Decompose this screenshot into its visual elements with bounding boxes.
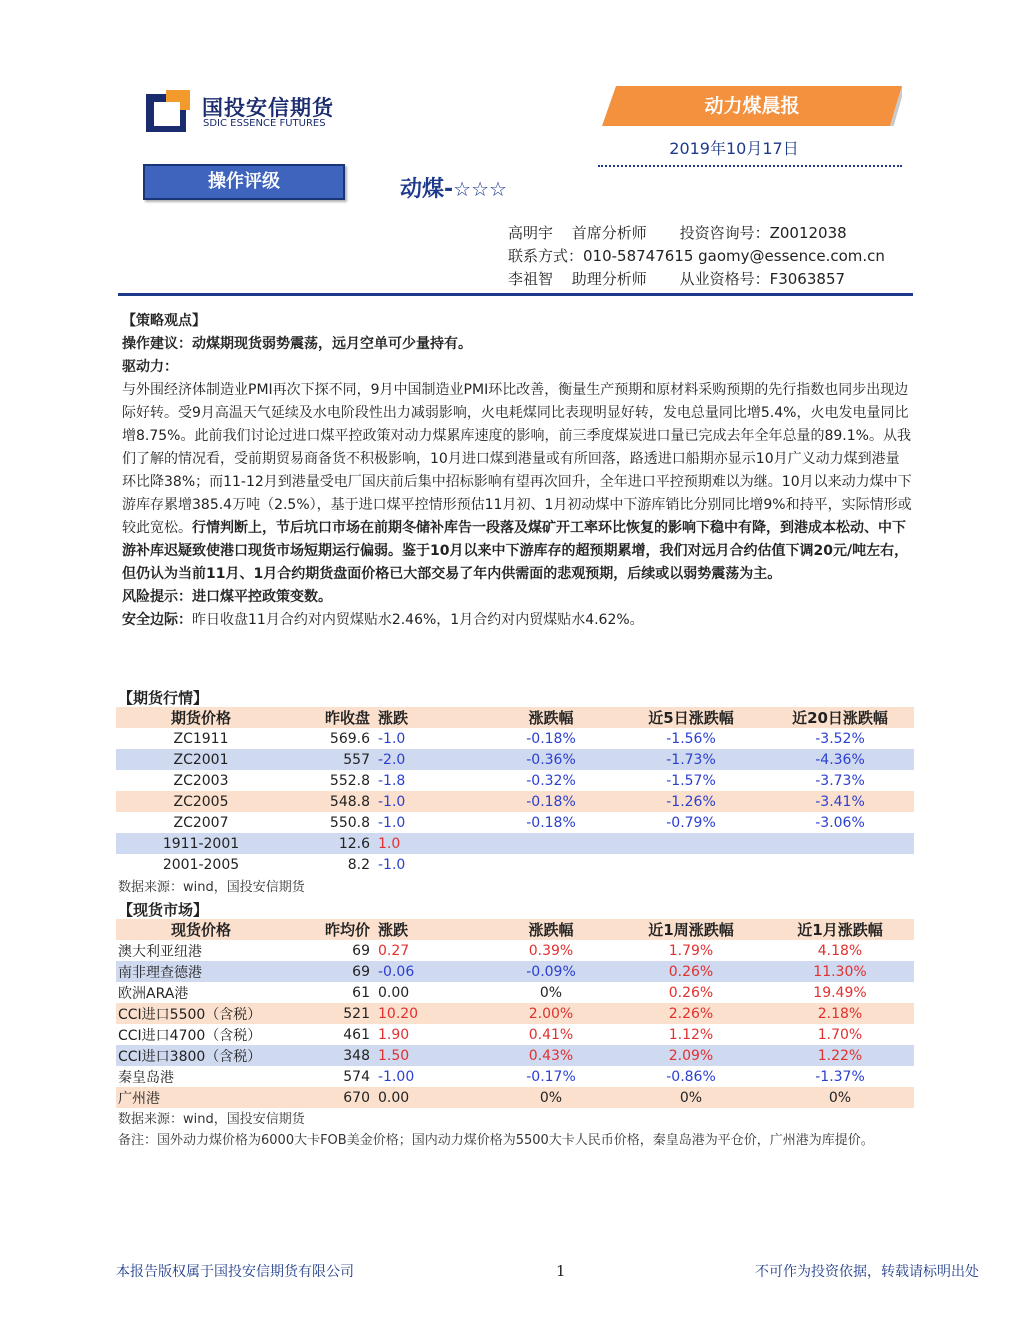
table-cell: 2.00% bbox=[486, 1003, 616, 1024]
strategy-section bbox=[122, 310, 912, 632]
report-banner bbox=[602, 86, 902, 126]
table-cell: -0.18% bbox=[526, 730, 576, 747]
strategy-heading: 【策略观点】 bbox=[122, 313, 206, 329]
table-cell: 0.39% bbox=[528, 942, 574, 959]
table-cell: 0.41% bbox=[528, 1026, 574, 1043]
table-cell: -1.00 bbox=[378, 1068, 415, 1085]
table-cell: CCI进口3800（含税） bbox=[116, 1045, 286, 1066]
table-cell bbox=[766, 854, 914, 875]
table-cell: -1.56% bbox=[666, 730, 716, 747]
table-cell: 1.90 bbox=[378, 1026, 410, 1043]
commodity-name: 动煤- bbox=[400, 177, 454, 202]
analyst-contact: 联系方式：010-58747615 gaomy@essence.com.cn bbox=[508, 247, 885, 265]
col-header: 近1周涨跌幅 bbox=[616, 919, 766, 940]
spot-note: 备注：国外动力煤价格为6000大卡FOB美金价格；国内动力煤价格为5500大卡人民币价格，秦皇岛港为平仓价，广州港为库提价。 bbox=[118, 1133, 874, 1148]
table-cell: 0.26% bbox=[616, 961, 766, 982]
analyst-license: 从业资格号：F3063857 bbox=[679, 270, 846, 288]
table-cell: -0.32% bbox=[526, 772, 576, 789]
table-cell: 0.00 bbox=[378, 984, 410, 1001]
futures-header-row bbox=[116, 707, 914, 728]
advice-label: 操作建议： bbox=[122, 336, 192, 352]
table-cell: 552.8 bbox=[329, 772, 370, 789]
table-cell: 2.18% bbox=[766, 1003, 914, 1024]
table-cell: -1.0 bbox=[378, 856, 406, 873]
table-cell: 1.79% bbox=[668, 942, 714, 959]
table-row bbox=[116, 854, 914, 875]
table-cell: -0.09% bbox=[486, 961, 616, 982]
analyst-license: 投资咨询号：Z0012038 bbox=[679, 224, 847, 242]
table-cell: ZC2003 bbox=[173, 772, 229, 789]
col-header: 涨跌幅 bbox=[486, 919, 616, 940]
report-title: 动力煤晨报 bbox=[704, 95, 800, 117]
table-cell: 2001-2005 bbox=[162, 856, 240, 873]
table-cell: 广州港 bbox=[116, 1087, 286, 1108]
table-cell: 1.22% bbox=[766, 1045, 914, 1066]
company-logo bbox=[146, 90, 346, 134]
table-cell: ZC2005 bbox=[116, 791, 286, 812]
table-row bbox=[116, 1066, 914, 1087]
col-header: 涨跌幅 bbox=[486, 707, 616, 728]
table-cell: 574 bbox=[343, 1068, 370, 1085]
driver-text: 与外围经济体制造业PMI再次下探不同，9月中国制造业PMI环比改善，衡量生产预期和原材料采购预期的先行指数也同步出现边际好转。受9月高温天气延续及水电阶段性出力减弱影响，火电耗煤同比表现明显好转，发电总量同比增5.4%，火电发电量同比增8.75%。此前我们讨论过进口煤平控政策对动力煤累库速度的影响，前三季度煤炭进口量已完成去年全年总量的89.1%。从我们了解的情况看，受前期贸易商备货不积极影响，10月进口煤到港量或有所回落，路透进口船期亦显示10月广义动力煤到港量环比降38%；而11-12月到港量受电厂国庆前后集中招标影响有望再次回升，全年进口平控预期难以为继。10月以来动力煤中下游库存累增385.4万吨（2.5%），基于进口煤平控情形预估11月初、1月初动煤中下游库销比分别同比增9%和持平，实际情形或较此宽松。 bbox=[122, 382, 912, 536]
safety-label: 安全边际： bbox=[122, 612, 192, 628]
table-row bbox=[116, 1024, 914, 1045]
table-row bbox=[116, 1003, 914, 1024]
table-row bbox=[116, 812, 914, 833]
spot-table bbox=[116, 919, 914, 1108]
table-cell: 8.2 bbox=[347, 856, 370, 873]
safety-line bbox=[122, 609, 912, 632]
table-cell: -1.37% bbox=[815, 1068, 865, 1085]
table-cell: ZC2007 bbox=[173, 814, 229, 831]
footer-copyright: 本报告版权属于国投安信期货有限公司 bbox=[116, 1264, 354, 1280]
table-cell: -1.8 bbox=[378, 772, 406, 789]
table-cell: -4.36% bbox=[766, 749, 914, 770]
table-cell: 0% bbox=[486, 1087, 616, 1108]
table-cell: 461 bbox=[343, 1026, 370, 1043]
table-cell: CCI进口4700（含税） bbox=[118, 1027, 262, 1044]
table-row bbox=[116, 833, 914, 854]
analyst-info bbox=[508, 222, 885, 291]
table-cell: 0.26% bbox=[668, 984, 714, 1001]
footer-disclaimer: 不可作为投资依据，转载请标明出处 bbox=[755, 1264, 979, 1280]
analyst-role: 助理分析师 bbox=[571, 270, 647, 288]
table-cell: -1.0 bbox=[378, 814, 406, 831]
table-cell: -1.26% bbox=[616, 791, 766, 812]
table-cell: 557 bbox=[286, 749, 376, 770]
table-cell: -0.18% bbox=[526, 814, 576, 831]
table-cell: 548.8 bbox=[286, 791, 376, 812]
risk-label: 风险提示： bbox=[122, 589, 192, 605]
table-cell: 521 bbox=[286, 1003, 376, 1024]
logo-text-en: SDIC ESSENCE FUTURES bbox=[203, 118, 326, 129]
table-cell: 670 bbox=[286, 1087, 376, 1108]
risk-text: 进口煤平控政策变数。 bbox=[192, 589, 332, 605]
table-cell: -3.41% bbox=[766, 791, 914, 812]
futures-source: 数据来源：wind，国投安信期货 bbox=[118, 880, 305, 895]
analyst-name: 高明宇 bbox=[508, 224, 554, 242]
table-row bbox=[116, 1045, 914, 1066]
col-header: 昨均价 bbox=[286, 919, 376, 940]
rating-label-box: 操作评级 bbox=[143, 164, 345, 200]
table-cell: -3.52% bbox=[815, 730, 865, 747]
advice-line bbox=[122, 333, 912, 356]
analyst-row-2 bbox=[508, 268, 885, 291]
col-header: 现货价格 bbox=[116, 919, 286, 940]
table-cell: 11.30% bbox=[766, 961, 914, 982]
table-cell: -0.17% bbox=[526, 1068, 576, 1085]
analyst-row-1 bbox=[508, 222, 885, 245]
header-divider bbox=[118, 293, 913, 296]
table-cell bbox=[766, 833, 914, 854]
table-cell: 61 bbox=[352, 984, 370, 1001]
rating-commodity bbox=[400, 172, 507, 203]
futures-table bbox=[116, 707, 914, 875]
table-cell: ZC2001 bbox=[116, 749, 286, 770]
table-cell: 0% bbox=[616, 1087, 766, 1108]
table-cell: 4.18% bbox=[817, 942, 863, 959]
table-cell: 0.43% bbox=[486, 1045, 616, 1066]
spot-title: 【现货市场】 bbox=[118, 901, 209, 919]
col-header: 期货价格 bbox=[116, 707, 286, 728]
table-cell: ZC1911 bbox=[173, 730, 229, 747]
table-cell: 澳大利亚纽港 bbox=[118, 943, 202, 960]
table-cell: 南非理查德港 bbox=[116, 961, 286, 982]
table-cell: CCI进口5500（含税） bbox=[116, 1003, 286, 1024]
advice-text: 动煤期现货弱势震荡，远月空单可少量持有。 bbox=[192, 336, 472, 352]
dotted-divider bbox=[598, 165, 902, 167]
table-cell: 1.70% bbox=[817, 1026, 863, 1043]
table-cell: 欧洲ARA港 bbox=[118, 985, 189, 1002]
table-cell: 12.6 bbox=[286, 833, 376, 854]
table-cell: 69 bbox=[352, 942, 370, 959]
col-header: 涨跌 bbox=[376, 707, 486, 728]
table-cell: -3.06% bbox=[815, 814, 865, 831]
table-cell: -0.36% bbox=[486, 749, 616, 770]
table-cell: 1911-2001 bbox=[116, 833, 286, 854]
spot-source: 数据来源：wind，国投安信期货 bbox=[118, 1112, 305, 1127]
safety-text: 昨日收盘11月合约对内贸煤贴水2.46%，1月合约对内贸煤贴水4.62%。 bbox=[192, 612, 644, 628]
table-cell: 1.50 bbox=[376, 1045, 486, 1066]
table-cell: 19.49% bbox=[813, 984, 867, 1001]
table-cell: -0.18% bbox=[486, 791, 616, 812]
report-date: 2019年10月17日 bbox=[669, 139, 799, 158]
table-row bbox=[116, 1087, 914, 1108]
table-cell: -0.06 bbox=[376, 961, 486, 982]
table-cell: -1.57% bbox=[666, 772, 716, 789]
table-cell: 0% bbox=[766, 1087, 914, 1108]
table-row bbox=[116, 791, 914, 812]
analyst-name: 李祖智 bbox=[508, 270, 554, 288]
table-cell: -0.86% bbox=[666, 1068, 716, 1085]
table-cell: 1.12% bbox=[668, 1026, 714, 1043]
analyst-role: 首席分析师 bbox=[571, 224, 647, 242]
driver-label: 驱动力： bbox=[122, 359, 178, 375]
table-row bbox=[116, 770, 914, 791]
table-cell: 10.20 bbox=[376, 1003, 486, 1024]
table-cell: 秦皇岛港 bbox=[118, 1069, 174, 1086]
table-cell: 569.6 bbox=[329, 730, 370, 747]
spot-header-row bbox=[116, 919, 914, 940]
table-cell: -1.73% bbox=[616, 749, 766, 770]
table-cell: 0.27 bbox=[378, 942, 410, 959]
table-row bbox=[116, 982, 914, 1003]
table-cell: 2.26% bbox=[616, 1003, 766, 1024]
table-cell: 2.09% bbox=[616, 1045, 766, 1066]
table-cell: 0% bbox=[539, 984, 563, 1001]
table-cell: 550.8 bbox=[329, 814, 370, 831]
table-cell: -3.73% bbox=[815, 772, 865, 789]
table-row bbox=[116, 728, 914, 749]
driver-judgement: 行情判断上，节后坑口市场在前期冬储补库告一段落及煤矿开工率环比恢复的影响下稳中有降，到港成本松动、中下游补库迟疑致使港口现货市场短期运行偏弱。鉴于10月以来中下游库存的超预期累增，我们对远月合约估值下调20元/吨左右，但仍认为当前11月、1月合约期货盘面价格已大部交易了年内供需面的悲观预期，后续或以弱势震荡为主。 bbox=[122, 520, 909, 582]
col-header: 涨跌 bbox=[376, 919, 486, 940]
col-header: 近20日涨跌幅 bbox=[766, 707, 914, 728]
risk-line bbox=[122, 586, 912, 609]
futures-title: 【期货行情】 bbox=[118, 689, 209, 707]
logo-text-cn: 国投安信期货 bbox=[202, 96, 334, 120]
table-cell: 1.0 bbox=[376, 833, 486, 854]
table-cell bbox=[486, 833, 616, 854]
table-cell bbox=[616, 854, 766, 875]
table-cell: 69 bbox=[286, 961, 376, 982]
col-header: 近5日涨跌幅 bbox=[616, 707, 766, 728]
table-row bbox=[116, 749, 914, 770]
table-cell: -1.0 bbox=[376, 791, 486, 812]
table-cell bbox=[486, 854, 616, 875]
table-row bbox=[116, 940, 914, 961]
table-cell bbox=[616, 833, 766, 854]
table-cell: -1.0 bbox=[378, 730, 406, 747]
logo-mark-icon bbox=[146, 90, 190, 132]
table-cell: 348 bbox=[286, 1045, 376, 1066]
rating-stars: ☆☆☆ bbox=[453, 177, 507, 201]
page-number: 1 bbox=[556, 1262, 566, 1280]
driver-paragraph bbox=[122, 379, 912, 586]
table-cell: -2.0 bbox=[376, 749, 486, 770]
table-cell: 0.00 bbox=[376, 1087, 486, 1108]
col-header: 昨收盘 bbox=[286, 707, 376, 728]
table-row bbox=[116, 961, 914, 982]
col-header: 近1月涨跌幅 bbox=[766, 919, 914, 940]
table-cell: -0.79% bbox=[666, 814, 716, 831]
